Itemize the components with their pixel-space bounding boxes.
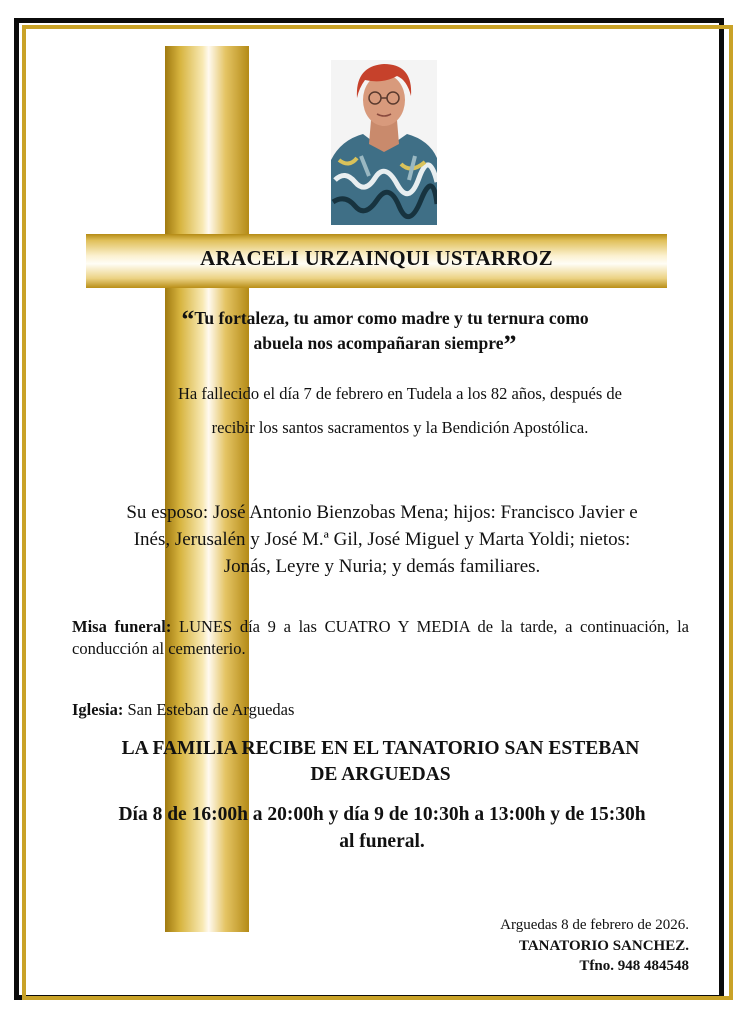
memorial-quote bbox=[120, 305, 650, 359]
church-info bbox=[72, 699, 689, 721]
family-line-2: Inés, Jerusalén y José M.ª Gil, José Miguel y Marta Yoldi; nietos: bbox=[133, 529, 631, 550]
portrait-photo bbox=[331, 60, 437, 225]
family-receives-notice bbox=[72, 736, 689, 788]
family-receives-line-2: DE ARGUEDAS bbox=[310, 764, 451, 785]
portrait-illustration bbox=[331, 60, 437, 225]
death-notice bbox=[130, 377, 670, 445]
footer-date: Arguedas 8 de febrero de 2026. bbox=[500, 917, 689, 933]
visiting-hours-line-2: al funeral. bbox=[339, 831, 425, 852]
gold-cross-vertical-bar bbox=[165, 46, 249, 932]
deceased-name: ARACELI URZAINQUI USTARROZ bbox=[200, 246, 553, 270]
church-name: San Esteban de Arguedas bbox=[127, 700, 295, 719]
death-notice-line-1: Ha fallecido el día 7 de febrero en Tudela a los 82 años, después de bbox=[178, 384, 622, 403]
death-notice-line-2: recibir los santos sacramentos y la Bendición Apostólica. bbox=[211, 418, 589, 437]
open-quote-mark: “ bbox=[181, 305, 195, 334]
visiting-hours bbox=[72, 801, 692, 855]
family-line-1: Su esposo: José Antonio Bienzobas Mena; hijos: Francisco Javier e bbox=[126, 502, 638, 523]
footer-phone: Tfno. 948 484548 bbox=[579, 958, 689, 974]
close-quote-mark: ” bbox=[503, 330, 517, 359]
funeral-mass-info bbox=[72, 616, 689, 660]
family-line-3: Jonás, Leyre y Nuria; y demás familiares. bbox=[223, 556, 541, 577]
family-receives-line-1: LA FAMILIA RECIBE EN EL TANATORIO SAN ESTEBAN bbox=[121, 738, 640, 759]
quote-line-1: “Tu fortaleza, tu amor como madre y tu ternura como bbox=[181, 305, 589, 334]
funeral-mass-label: Misa funeral: bbox=[72, 617, 172, 636]
visiting-hours-line-1: Día 8 de 16:00h a 20:00h y día 9 de 10:30h a 13:00h y de 15:30h bbox=[118, 804, 646, 825]
footer-signature bbox=[389, 915, 689, 977]
quote-line-2: abuela nos acompañaran siempre” bbox=[253, 330, 517, 359]
funeral-mass-text: LUNES día 9 a las CUATRO Y MEDIA de la tarde, a continuación, la conducción al cementerio. bbox=[72, 617, 689, 658]
church-label: Iglesia: bbox=[72, 700, 124, 719]
footer-company: TANATORIO SANCHEZ. bbox=[518, 937, 689, 954]
family-list bbox=[72, 499, 692, 580]
